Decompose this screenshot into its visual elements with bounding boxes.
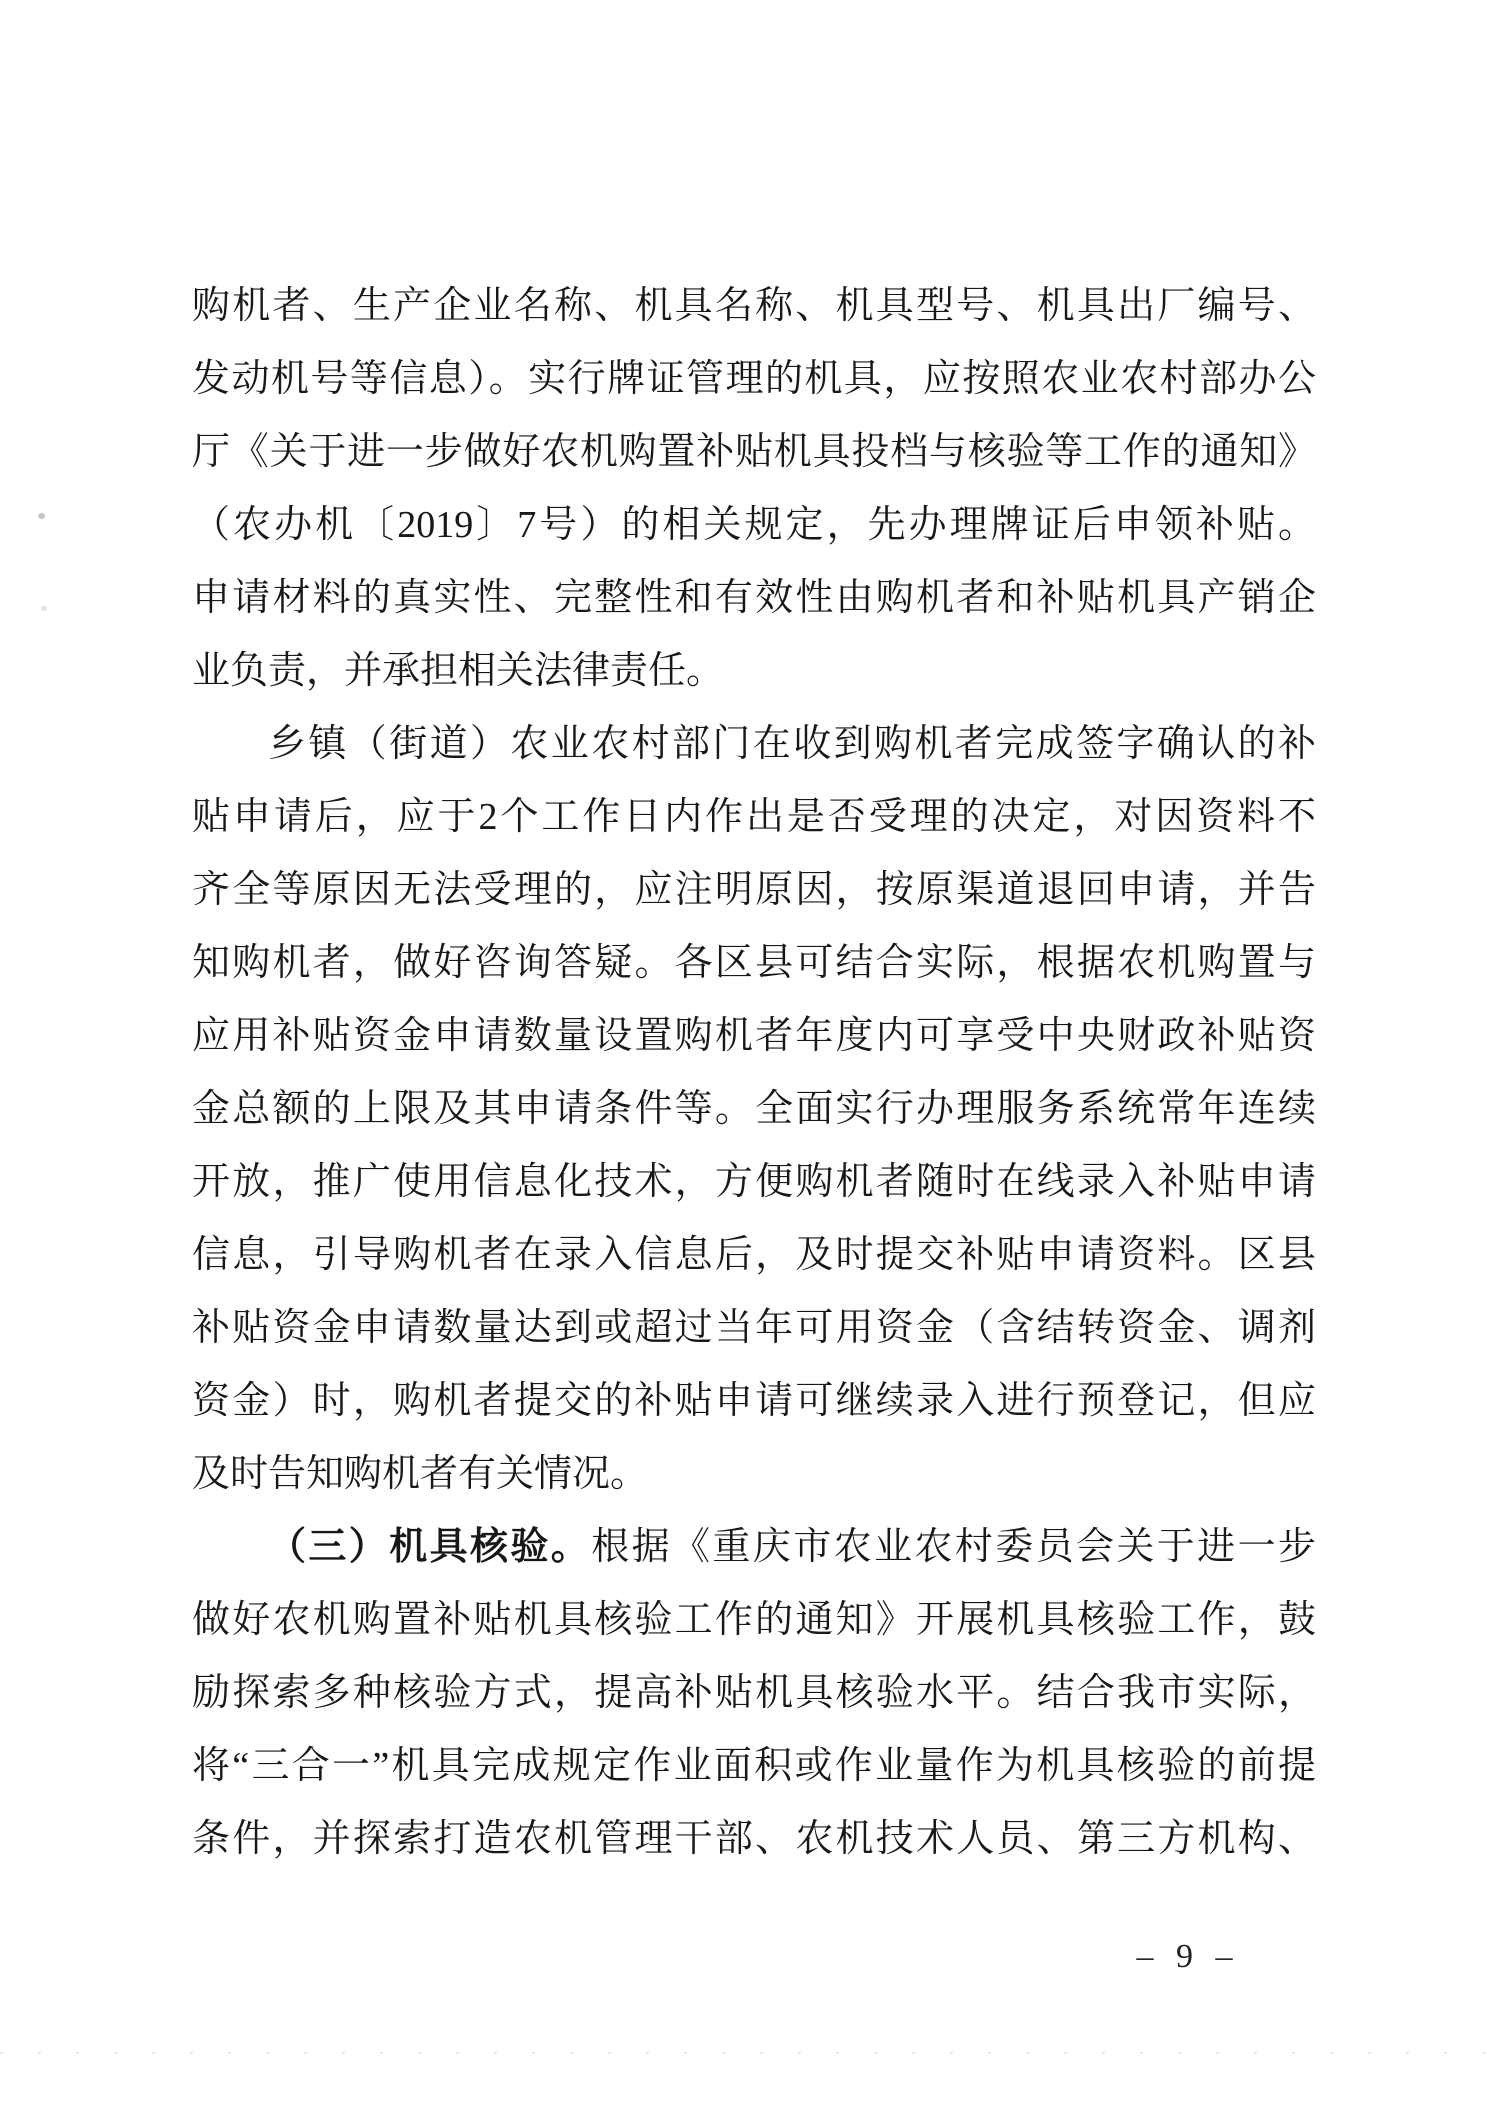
text-line: 应用补贴资金申请数量设置购机者年度内可享受中央财政补贴资 (192, 1015, 1316, 1057)
text-line: 购机者、生产企业名称、机具名称、机具型号、机具出厂编号、 (192, 285, 1316, 327)
text-line: 励探索多种核验方式，提高补贴机具核验水平。结合我市实际， (192, 1672, 1316, 1714)
text-line: 乡镇（街道）农业农村部门在收到购机者完成签字确认的补 (268, 723, 1316, 765)
scan-noise-line (0, 2052, 1487, 2054)
scan-speck (41, 606, 47, 611)
text-line (192, 1511, 1316, 1584)
text-line: 齐全等原因无法受理的，应注明原因，按原渠道退回申请，并告 (192, 869, 1316, 911)
document-body (192, 270, 1316, 1876)
text-line: 信息，引导购机者在录入信息后，及时提交补贴申请资料。区县 (192, 1234, 1316, 1276)
section-heading: （三）机具核验。 (268, 1526, 592, 1568)
text-line: 补贴资金申请数量达到或超过当年可用资金（含结转资金、调剂 (192, 1307, 1316, 1349)
page-number: – 9 – (1136, 1938, 1240, 1975)
text-line: 发动机号等信息）。实行牌证管理的机具，应按照农业农村部办公 (192, 358, 1316, 400)
section-heading-continuation: 根据《重庆市农业农村委员会关于进一步 (591, 1526, 1316, 1568)
text-line: 厅《关于进一步做好农机购置补贴机具投档与核验等工作的通知》 (192, 431, 1316, 473)
text-line: 金总额的上限及其申请条件等。全面实行办理服务系统常年连续 (192, 1088, 1316, 1130)
text-line: 开放，推广使用信息化技术，方便购机者随时在线录入补贴申请 (192, 1161, 1316, 1203)
text-line: 知购机者，做好咨询答疑。各区县可结合实际，根据农机购置与 (192, 942, 1316, 984)
text-line: 做好农机购置补贴机具核验工作的通知》开展机具核验工作，鼓 (192, 1599, 1316, 1641)
text-line: 资金）时，购机者提交的补贴申请可继续录入进行预登记，但应 (192, 1380, 1316, 1422)
text-line: 申请材料的真实性、完整性和有效性由购机者和补贴机具产销企 (192, 577, 1316, 619)
text-line: 业负责，并承担相关法律责任。 (192, 650, 725, 692)
text-line: 条件，并探索打造农机管理干部、农机技术人员、第三方机构、 (192, 1818, 1316, 1860)
text-line: 将“三合一”机具完成规定作业面积或作业量作为机具核验的前提 (192, 1745, 1316, 1787)
text-line: 贴申请后，应于2个工作日内作出是否受理的决定，对因资料不 (192, 796, 1316, 838)
text-line: （农办机〔2019〕7号）的相关规定，先办理牌证后申领补贴。 (192, 504, 1316, 546)
text-line: 及时告知购机者有关情况。 (192, 1453, 649, 1495)
scan-speck (38, 513, 45, 519)
